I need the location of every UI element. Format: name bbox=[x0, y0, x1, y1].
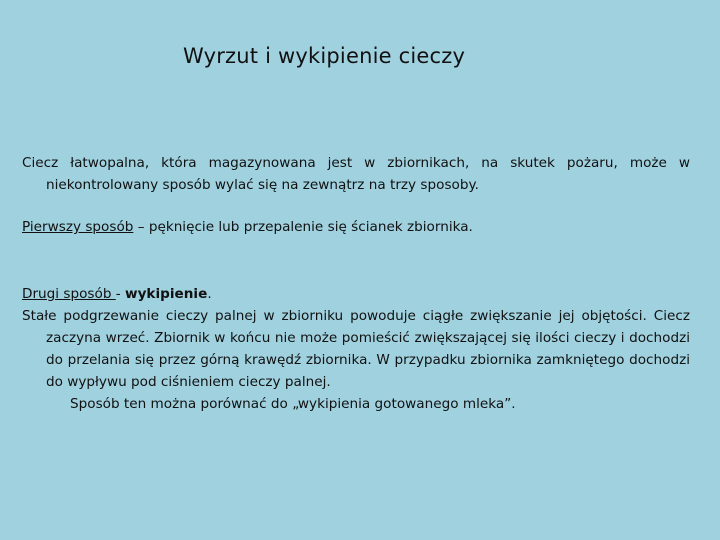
second-method-heading bbox=[22, 283, 690, 305]
first-method-label: Pierwszy sposób bbox=[22, 219, 134, 235]
second-method-closing: Sposób ten można porównać do „wykipienia gotowanego mleka”. bbox=[70, 396, 516, 412]
second-method-description: Stałe podgrzewanie cieczy palnej w zbiorniku powoduje ciągłe zwiększanie jej objętości. Ciecz zaczyna wrzeć. Zbiornik w końcu nie może pomieścić zwiększającej się ilości cieczy i dochodzi do przelania się przez górną krawędź zbiornika. W przypadku zbiornika zamkniętego dochodzi do wypływu pod ciśnieniem cieczy palnej. bbox=[22, 308, 690, 390]
intro-text: Ciecz łatwopalna, która magazynowana jest w zbiornikach, na skutek pożaru, może w niekontrolowany sposób wylać się na zewnątrz na trzy sposoby. bbox=[22, 155, 690, 193]
second-method-label: Drugi sposób bbox=[22, 286, 116, 302]
second-method-keyword: wykipienie bbox=[125, 286, 208, 302]
second-method-paragraph bbox=[22, 283, 690, 415]
first-method-paragraph bbox=[22, 216, 690, 238]
first-method-text bbox=[22, 216, 690, 238]
first-method-description: – pęknięcie lub przepalenie się ścianek zbiornika. bbox=[133, 219, 473, 235]
intro-paragraph bbox=[22, 152, 690, 196]
second-method-keyword-end: . bbox=[207, 286, 212, 302]
second-method-closing-wrap bbox=[22, 393, 690, 415]
second-method-separator: - bbox=[115, 286, 126, 302]
slide-title: Wyrzut i wykipienie cieczy bbox=[183, 44, 466, 68]
